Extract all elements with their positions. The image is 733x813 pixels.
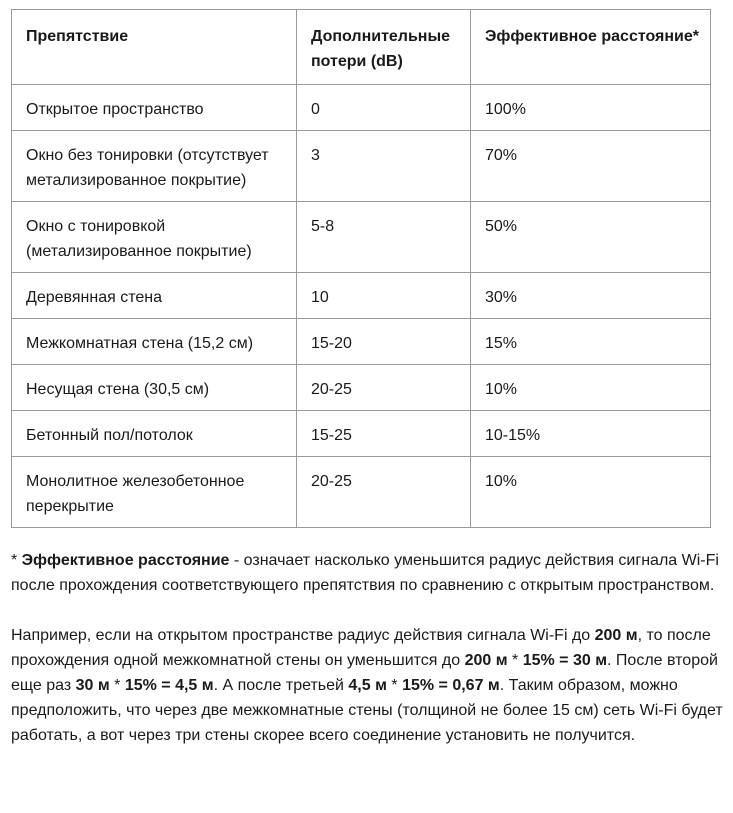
cell-obstacle: Межкомнатная стена (15,2 см) bbox=[12, 319, 297, 365]
cell-loss: 3 bbox=[297, 131, 471, 202]
notes-section bbox=[11, 548, 726, 748]
cell-distance: 10-15% bbox=[471, 411, 711, 457]
cell-loss: 20-25 bbox=[297, 365, 471, 411]
header-obstacle: Препятствие bbox=[12, 10, 297, 85]
example-paragraph bbox=[11, 623, 726, 748]
example-text: * bbox=[386, 677, 403, 694]
example-text: Например, если на открытом пространстве радиус действия сигнала Wi-Fi до bbox=[11, 627, 595, 644]
table-row bbox=[12, 319, 711, 365]
cell-loss: 20-25 bbox=[297, 457, 471, 528]
table-row bbox=[12, 273, 711, 319]
cell-obstacle: Деревянная стена bbox=[12, 273, 297, 319]
cell-distance: 30% bbox=[471, 273, 711, 319]
example-text: , то после прохождения одной межкомнатной стены он уменьшится до bbox=[11, 627, 711, 669]
example-text: * bbox=[109, 677, 125, 694]
attenuation-table-container bbox=[11, 9, 710, 528]
example-text: * bbox=[507, 652, 523, 669]
table-header-row bbox=[12, 10, 711, 85]
example-value: 30 м bbox=[75, 677, 110, 694]
table-row bbox=[12, 365, 711, 411]
footnote-term: Эффективное расстояние bbox=[21, 552, 230, 569]
cell-loss: 5-8 bbox=[297, 202, 471, 273]
footnote-paragraph bbox=[11, 548, 726, 598]
example-value: 15% = 0,67 м bbox=[402, 677, 500, 694]
example-text: . После второй еще раз bbox=[11, 652, 718, 694]
header-extra-loss: Дополнительные потери (dB) bbox=[297, 10, 471, 85]
cell-obstacle: Окно без тонировки (отсутствует метализированное покрытие) bbox=[12, 131, 297, 202]
cell-distance: 100% bbox=[471, 85, 711, 131]
cell-distance: 50% bbox=[471, 202, 711, 273]
table-row bbox=[12, 85, 711, 131]
cell-distance: 70% bbox=[471, 131, 711, 202]
cell-distance: 10% bbox=[471, 365, 711, 411]
example-text: . А после третьей bbox=[213, 677, 349, 694]
header-effective-distance: Эффективное расстояние* bbox=[471, 10, 711, 85]
cell-distance: 10% bbox=[471, 457, 711, 528]
cell-loss: 10 bbox=[297, 273, 471, 319]
cell-obstacle: Монолитное железобетонное перекрытие bbox=[12, 457, 297, 528]
cell-obstacle: Окно с тонировкой (метализированное покрытие) bbox=[12, 202, 297, 273]
table-row bbox=[12, 411, 711, 457]
example-text: . Таким образом, можно предположить, что через две межкомнатные стены (толщиной не более 15 см) сеть Wi-Fi будет работать, а вот через три стены скорее всего соединение установить не получится. bbox=[11, 677, 723, 744]
example-value: 15% = 30 м bbox=[522, 652, 608, 669]
table-row bbox=[12, 457, 711, 528]
example-value: 200 м bbox=[464, 652, 508, 669]
cell-loss: 15-25 bbox=[297, 411, 471, 457]
footnote-text: - означает насколько уменьшится радиус действия сигнала Wi-Fi после прохождения соответствующего препятствия по сравнению с открытым пространством. bbox=[11, 552, 719, 594]
cell-distance: 15% bbox=[471, 319, 711, 365]
cell-obstacle: Открытое пространство bbox=[12, 85, 297, 131]
table-row bbox=[12, 131, 711, 202]
attenuation-table bbox=[11, 9, 711, 528]
example-value: 15% = 4,5 м bbox=[124, 677, 214, 694]
cell-obstacle: Бетонный пол/потолок bbox=[12, 411, 297, 457]
footnote-prefix: * bbox=[11, 552, 22, 569]
example-value: 4,5 м bbox=[348, 677, 387, 694]
cell-loss: 0 bbox=[297, 85, 471, 131]
example-value: 200 м bbox=[594, 627, 638, 644]
table-row bbox=[12, 202, 711, 273]
cell-obstacle: Несущая стена (30,5 см) bbox=[12, 365, 297, 411]
cell-loss: 15-20 bbox=[297, 319, 471, 365]
